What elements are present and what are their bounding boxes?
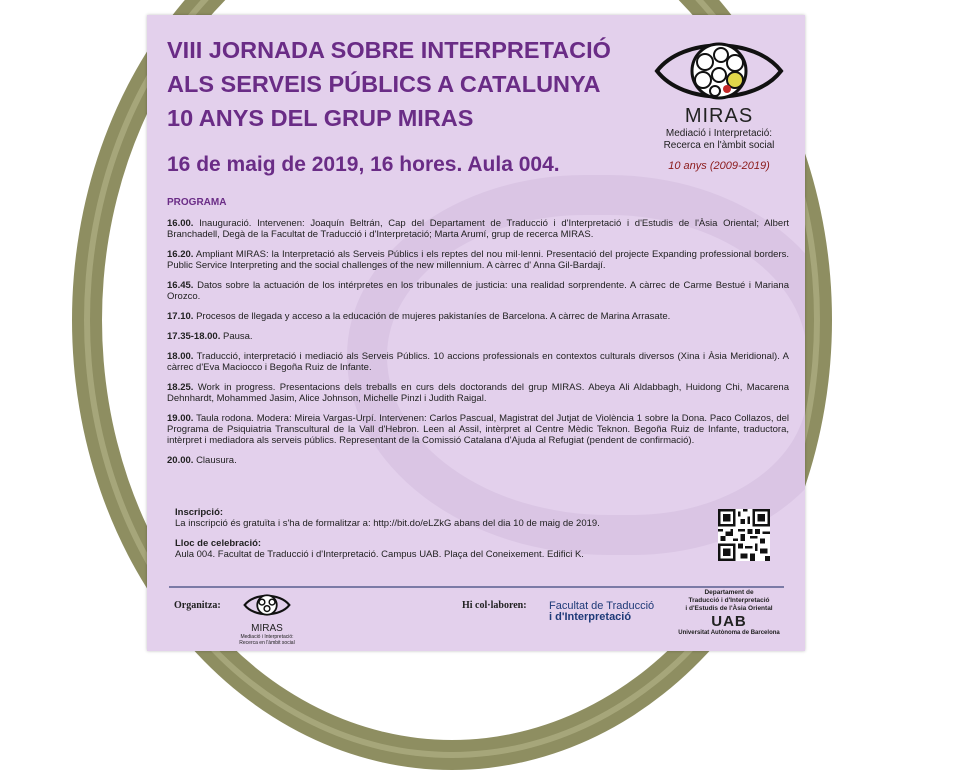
registration-text: La inscripció és gratuïta i s'ha de formalitzar a: http://bit.do/eLZkG abans del dia 10 de maig de 2019. <box>175 518 600 529</box>
miras-logo <box>649 35 789 172</box>
event-info <box>175 507 600 560</box>
title-line-2: ALS SERVEIS PÚBLICS A CATALUNYA <box>167 71 601 97</box>
venue-text: Aula 004. Facultat de Traducció i d'Interpretació. Campus UAB. Plaça del Coneixement. Edifici K. <box>175 549 584 560</box>
program-item-text: Taula rodona. Modera: Mireia Vargas-Urpí. Intervenen: Carlos Pascual, Magistrat del Jutjat de Violència 1 sobre la Dona. Paco Collazos, del Programa de Psiquiatria Transcultural de la Vall d'Hebron. Leen al Assil, intèrpret al Centre Mèdic Teknon. Begoña Ruiz de Infante, traductora, intèrpret i mediadora als serveis públics. Representant de la Comissió Catalana d'Ajuda al Refugiat (pendent de confirmació). <box>167 413 789 446</box>
qr-code-icon[interactable] <box>718 509 770 561</box>
program-item-text: Inauguració. Intervenen: Joaquín Beltrán, Cap del Departament de Traducció i d'Interpretació i d'Estudis de l'Àsia Oriental; Albert Branchadell, Degà de la Facultat de Traducció i d'Interpretació; Marta Arumí, grup de recerca MIRAS. <box>167 218 789 240</box>
program-item-text: Pausa. <box>223 331 253 342</box>
program-item-time: 18.25. <box>167 382 194 393</box>
organizer-logo-sub-1: Mediació i Interpretació: <box>240 634 294 640</box>
footer-divider <box>169 586 784 588</box>
program-item <box>167 311 789 322</box>
program-item-time: 16.20. <box>167 249 194 260</box>
eye-icon <box>243 592 291 618</box>
registration-label: Inscripció: <box>175 507 224 518</box>
program-item-time: 16.45. <box>167 280 194 291</box>
program-item-time: 20.00. <box>167 455 194 466</box>
faculty-line-2: i d'Interpretació <box>549 611 632 623</box>
collaborators-label: Hi col·laboren: <box>462 600 527 611</box>
organizer-logo-sub-2: Recerca en l'àmbit social <box>239 640 295 646</box>
poster-title <box>167 33 611 135</box>
program-item <box>167 382 789 404</box>
title-line-3: 10 ANYS DEL GRUP MIRAS <box>167 105 474 131</box>
program-item-time: 16.00. <box>167 218 194 229</box>
logo-name: MIRAS <box>684 105 754 127</box>
organizer-label: Organitza: <box>174 600 221 611</box>
program-item-time: 17.10. <box>167 311 194 322</box>
program-item-text: Datos sobre la actuación de los intérpretes en los tribunales de justicia: una realidad sorprendente. A càrrec de Carme Bestué i Mariana Orozco. <box>167 280 790 302</box>
program-item <box>167 331 789 342</box>
department-logo <box>665 589 793 637</box>
faculty-line-1: Facultat de Traducció <box>549 600 655 612</box>
program-item <box>167 280 789 302</box>
program-list <box>167 218 789 475</box>
program-item-text: Traducció, interpretació i mediació als Serveis Públics. 10 accions professionals en contextos culturals diversos (Xina i Àsia Meridional). A càrrec d'Eva Maciocco i Begoña Ruiz de Infante. <box>167 351 789 373</box>
logo-subtitle-2: Recerca en l'àmbit social <box>663 140 775 151</box>
poster <box>147 15 805 651</box>
program-item-time: 17.35-18.00. <box>167 331 221 342</box>
dept-line-1: Departament de <box>704 589 754 596</box>
program-item-text: Procesos de llegada y acceso a la educación de mujeres pakistaníes de Barcelona. A càrrec de Marina Arrasate. <box>196 311 671 322</box>
uab-logo: UAB <box>711 613 747 630</box>
program-item-text: Clausura. <box>196 455 237 466</box>
eye-icon <box>653 35 785 107</box>
logo-subtitle-1: Mediació i Interpretació: <box>665 128 773 139</box>
program-item-time: 18.00. <box>167 351 194 362</box>
venue-label: Lloc de celebració: <box>175 538 262 549</box>
program-heading: PROGRAMA <box>167 197 227 208</box>
program-item-text: Ampliant MIRAS: la Interpretació als Serveis Públics i els reptes del nou mil·lenni. Presentació del projecte Expanding professional borders. Public Service Interpreting and the social challenges of the new millennium. A càrrec d' Anna Gil-Bardají. <box>167 249 789 271</box>
program-item <box>167 249 789 271</box>
organizer-logo <box>239 592 295 646</box>
dept-line-3: i d'Estudis de l'Àsia Oriental <box>685 605 773 612</box>
program-item <box>167 413 789 446</box>
faculty-logo <box>549 601 654 623</box>
logo-years: 10 anys (2009-2019) <box>668 160 770 172</box>
event-date: 16 de maig de 2019, 16 hores. Aula 004. <box>167 153 560 176</box>
title-line-1: VIII JORNADA SOBRE INTERPRETACIÓ <box>167 37 611 63</box>
program-item <box>167 218 789 240</box>
program-item <box>167 455 789 466</box>
dept-line-2: Traducció i d'Interpretació <box>688 597 770 604</box>
uab-full-name: Universitat Autònoma de Barcelona <box>678 630 780 636</box>
program-item-time: 19.00. <box>167 413 194 424</box>
program-item <box>167 351 789 373</box>
program-item-text: Work in progress. Presentacions dels treballs en curs dels doctorands del grup MIRAS. Abeya Ali Aldabbagh, Huidong Chi, Macarena Dehnhardt, Mohammed Jasim, Alice Johnson, Michelle Pinzl i Judith Raigal. <box>167 382 789 404</box>
organizer-logo-name: MIRAS <box>251 623 283 634</box>
